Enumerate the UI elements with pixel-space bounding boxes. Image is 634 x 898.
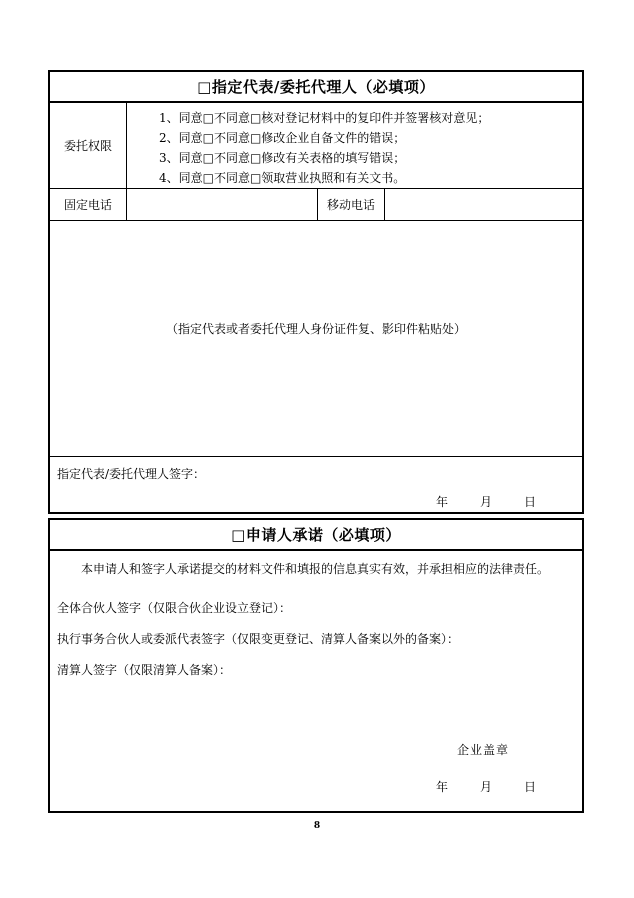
fixed-phone-label-cell [50,189,127,220]
table2-title: □申请人承诺（必填项） [231,526,401,544]
authority-item-3: 3、同意□不同意□修改有关表格的填写错误； [159,151,406,165]
table-applicant-commitment [48,518,584,813]
page-number: 8 [313,821,321,831]
authority-label-cell [50,103,127,188]
agent-signature-row [50,457,582,511]
sign-line-liquidator: 清算人签字（仅限清算人备案）： [57,663,232,677]
year-label: 年 [435,780,448,794]
id-paste-note: （指定代表或者委托代理人身份证件复、影印件粘贴处） [165,322,466,336]
sign-line-executive-partner: 执行事务合伙人或委派代表签字（仅限变更登记、清算人备案以外的备案）： [57,632,460,646]
phone-row [50,189,582,221]
id-paste-cell [50,221,582,457]
day-label: 日 [523,780,536,794]
year-label: 年 [435,495,448,509]
table2-title-row [50,520,582,551]
commitment-statement: 本申请人和签字人承诺提交的材料文件和填报的信息真实有效，并承担相应的法律责任。 [81,562,550,576]
table2-date-row [50,778,582,795]
table1-date-row [57,493,582,510]
table1-title: □指定代表/委托代理人（必填项） [197,78,435,96]
agent-signature-label: 指定代表/委托代理人签字： [57,467,206,481]
mobile-phone-label-cell [318,189,385,220]
commitment-body [50,561,582,823]
authority-item-1: 1、同意□不同意□核对登记材料中的复印件并签署核对意见； [159,111,490,125]
fixed-phone-label: 固定电话 [63,198,112,212]
fixed-phone-value-cell [127,189,318,220]
authority-items-cell [127,103,582,188]
table-designated-agent [48,70,584,514]
authority-item-2: 2、同意□不同意□修改企业自备文件的错误； [159,131,406,145]
mobile-phone-value-cell [385,189,582,220]
company-seal-label: 企业盖章 [456,743,509,757]
authority-row [50,103,582,189]
mobile-phone-label: 移动电话 [326,198,375,212]
authority-label: 委托权限 [63,139,112,153]
sign-line-all-partners: 全体合伙人签字（仅限合伙企业设立登记）： [57,601,292,615]
month-label: 月 [479,495,492,509]
month-label: 月 [479,780,492,794]
authority-item-4: 4、同意□不同意□领取营业执照和有关文书。 [159,171,406,185]
table1-title-row [50,72,582,103]
day-label: 日 [523,495,536,509]
